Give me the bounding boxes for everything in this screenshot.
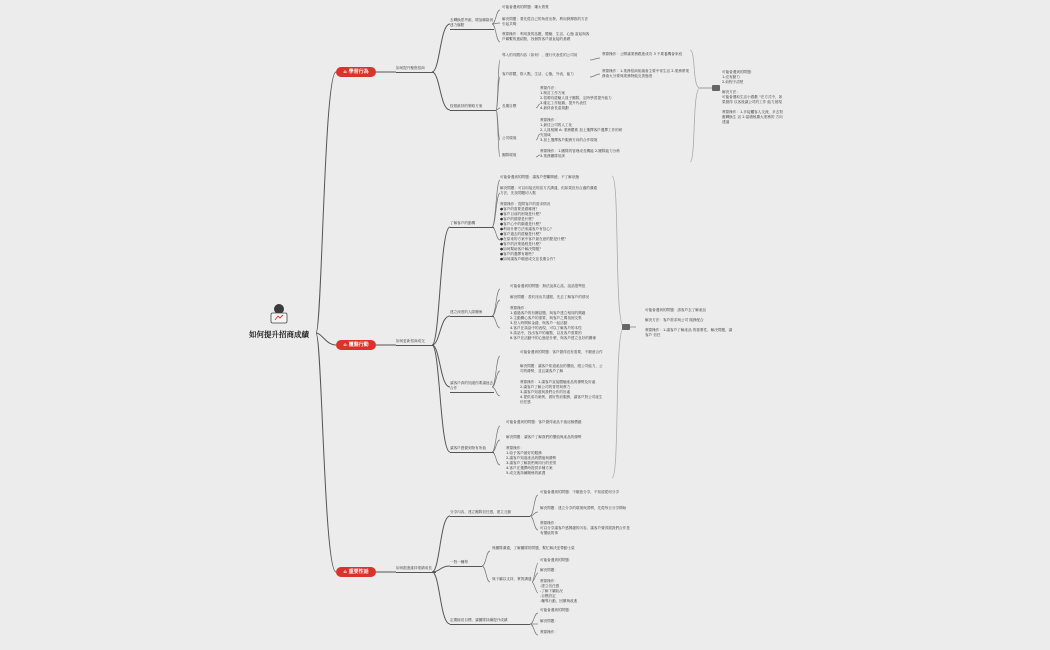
b3-node-3[interactable]: 定期檢討目標，讓團隊持續提升成績 — [450, 618, 530, 625]
b2-n1-leaf-2[interactable]: 解決問題：可以用接近的話方式溝通，但如果沒有合適的溝通方法，先找問題切入點 — [500, 186, 598, 195]
b2-subtopic[interactable]: 如何更新招商成交 — [396, 339, 434, 346]
b1-n2-a-leaf[interactable]: 實際操作：公開讓業務跟進成功 3 不要養機會家庭 — [602, 52, 683, 56]
b3-n1-leaf-1[interactable]: 可能會遇到的問題：不願意分享，不知道從何分享 — [540, 490, 620, 494]
b3-n2-b[interactable]: 與下屬以支持、實質溝通 — [492, 577, 532, 581]
b3-n2b-leaf-2[interactable]: 解決問題： — [540, 568, 558, 572]
summary-marker-icon — [622, 324, 630, 330]
b2-n3-leaf-2[interactable]: 解決問題：讓客戶知道產品的價值，跟公司能力，公司的優勢，並且讓客戶了解 — [520, 364, 603, 373]
root-avatar-icon — [268, 302, 290, 324]
b3-n2-a[interactable]: 與團隊溝通，了解團隊的問題，幫忙解決並帶動士氣 — [492, 546, 575, 550]
b1-n2-a[interactable]: 導入的具體內容（如何）、運行代表性的公司用 — [502, 53, 578, 57]
b2-n2-leaf-2[interactable]: 解決問題：善於找出共通點，先去了解客戶的情況 — [510, 295, 590, 299]
house-icon: ⌂ — [343, 570, 347, 575]
b3-n3-leaf-1[interactable]: 可能會遇到的問題： — [540, 608, 573, 612]
b3-n1-leaf-2[interactable]: 解決問題：建立分享的環境與習慣，先從每日分享開始 — [540, 506, 627, 510]
b2-node-3[interactable]: 讓客戶真的知道你要讓他去合作 — [450, 381, 494, 393]
b1-node-1[interactable]: 去轉換思考維，增加聯絡到達力爆點 — [450, 18, 494, 30]
b1-subtopic[interactable]: 如何提升聚焦招商 — [396, 66, 434, 73]
b2-n2-leaf-1[interactable]: 可能會遇到的問題：無法說真心話，說話很彆扭 — [510, 284, 586, 288]
b1-summary[interactable]: 可能會遇到的問題： 1.沒有動力 2.前程不清楚 解決方法： 可能會選取生活小跟歡 "在方式中，如果覺得 以客後讓公司的工作 能力展現 實際操作：1.多接觸客人交流，多去對應轉換生 活 2.當積極擴大業務的 方向建議 — [722, 70, 783, 124]
main-topic-2[interactable] — [336, 340, 376, 350]
b2-n3-leaf-3[interactable]: 實際操作：1.讓客戶直接體驗產品的優勢及好處 2.讓客戶了解公司的背景與實力 3.讓客戶知道與我們合作的好處 4.提供成功案例，做好售前服務，讓客戶對公司產生信任感 — [520, 380, 603, 404]
b3-node-1[interactable]: 分享內容，建立團隊信任感，建立互動 — [450, 510, 530, 517]
b2-n2-leaf-3[interactable]: 實際操作： 1.通過客戶的有關話題，與客戶建立相同的興趣 2.主動關心客戶的需要，與客戶之間找到交集 3.投入時間和金錢，與客戶一起活動 4.客戶在談話中的表現，可以了解客戶的本性 5.談話中，找出客戶的痛點，以及客戶需要的 6.客戶在活動中的心態是什麼，與客戶建立良好的關係 — [510, 306, 597, 340]
b1-n2-b[interactable]: 客戶群體，推入點，生活、心態，外表，能力 — [502, 72, 574, 76]
b1-n2-e-leaf[interactable]: 實際操作：1.團隊的管理成長機能 2.團隊能力分佈 3.業務團隊培訓 — [540, 149, 622, 158]
main-topic-1-label: 學習行為 — [348, 69, 369, 75]
house-icon: ⌂ — [343, 70, 347, 75]
b2-summary[interactable]: 可能會遇到的問題：請客戶去了解產品 解決方法：客戶需求與公司 服務配合 實際操作：1.讓客戶了解產品 的重要性，解決問題，讓客戶 信任 — [645, 308, 733, 337]
b2-n4-leaf-3[interactable]: 實際操作： 1.給予客戶最好的服務 2.讓客戶知道產品的價值與優勢 3.讓客戶了解我們與同行的差別 4.客戶在選擇時提供多種方案 5.成交後持續關係的維護 — [506, 446, 557, 475]
b3-n1-leaf-3[interactable]: 實際操作： 可以分享讓客戶感興趣的內容，讓客戶覺得跟我們合作是有價值的事 — [540, 521, 630, 535]
b2-node-1[interactable]: 了解客戶的動機 — [450, 221, 494, 228]
b2-node-2[interactable]: 建立深度的人際關係 — [450, 310, 494, 317]
root-title[interactable]: 如何提升招商成績 — [249, 330, 309, 339]
main-topic-2-label: 覆盤行動 — [348, 342, 369, 348]
b1-n1-leaf-1[interactable]: 可能會遇到的問題：嫌太貴貴 — [502, 5, 549, 9]
b2-n4-leaf-2[interactable]: 解決問題：讓客戶了解我們的價值與產品的優勢 — [506, 435, 582, 439]
b1-n2-e[interactable]: 團隊環境 — [502, 153, 517, 157]
b1-n1-leaf-2[interactable]: 解決問題：要先從自己的角度出發，利用發揮推的方法引起共鳴 — [502, 17, 589, 26]
b2-n4-leaf-1[interactable]: 可能會遇到的問題：客戶覺得產品不值這個價錢 — [506, 420, 582, 424]
b1-n2-c[interactable]: 長期目標 — [502, 104, 517, 108]
b2-n1-leaf-1[interactable]: 可能會遇到的問題：讓客戶想離開總，不了解狀態 — [500, 175, 580, 179]
b2-node-4[interactable]: 讓客戶感覺到物有所值 — [450, 446, 494, 453]
b1-node-2[interactable]: 按照維持的策略方案 — [450, 104, 496, 111]
b2-n3-leaf-1[interactable]: 可能會遇到的問題：客戶覺得沒有需要，不願意合作 — [520, 350, 603, 354]
summary-marker-icon — [712, 85, 720, 91]
main-topic-3-label: 重要性話 — [348, 569, 369, 575]
b3-subtopic[interactable]: 如何跟進維持業績成長 — [396, 566, 436, 573]
b2-n1-leaf-3[interactable]: 實際操作：提問客戶的需求情況 ●客戶的需要是跟哪裡？ ●客戶目前的困境是什麼？ ●客戶的期望是什麼？ ●客戶心中的顧慮是什麼？ ●利用什麼方法來讓客戶有信心？ ●客戶過去的經驗是什麼？ ●在原來的方案中客戶最在意的點是什麼？ ●客戶的決策過程是什麼？ ●如何幫助客戶解決問題？ ●客戶的選擇有哪些？ ●如何讓客戶願意成交並長期合作？ — [500, 202, 568, 261]
b1-n2-d[interactable]: 公司環境 — [502, 136, 517, 140]
b1-n2-c-leaf[interactable]: 實際作法： 1.制訂工作方案 2.招聘有經驗人員子團隊，定時學習提升能力 3.確定工作組織，提升代表性 4.最終會長遠規劃 — [540, 86, 612, 110]
b3-n3-leaf-3[interactable]: 實際操作： — [540, 630, 558, 634]
b3-n3-leaf-2[interactable]: 解決問題： — [540, 619, 558, 623]
house-icon: ⌂ — [343, 343, 347, 348]
b3-node-2[interactable]: 一對一輔導 — [450, 560, 482, 567]
b1-n1-leaf-3[interactable]: 實際操作：利用我的話題，體驗、生活、心態 當起與客戶聯繫的連結點，找個對客戶最直接的基礎 — [502, 32, 590, 41]
main-topic-3[interactable] — [336, 567, 376, 577]
b1-n2-d-leaf[interactable]: 實際操作： 1.最佳公司的人工化 2.人員相關 A: 業務體系 加上選擇客戶選擇工作的研究領域 3.加上選擇客戶服務方向的合作環境 — [540, 118, 623, 142]
b3-n2b-leaf-1[interactable]: 可能會遇到的問題： — [540, 558, 573, 562]
main-topic-1[interactable] — [336, 67, 376, 77]
b3-n2b-leaf-3[interactable]: 實際操作： -建立信任感 -了解下屬狀況 -目標設定 -輔導行動，回饋與改進 — [540, 579, 578, 603]
b1-n2-b-leaf[interactable]: 實際操作：1.業務招商知識會主要中常生活 2.業務將業務會大分要與業務特能完善態度 — [602, 69, 690, 78]
